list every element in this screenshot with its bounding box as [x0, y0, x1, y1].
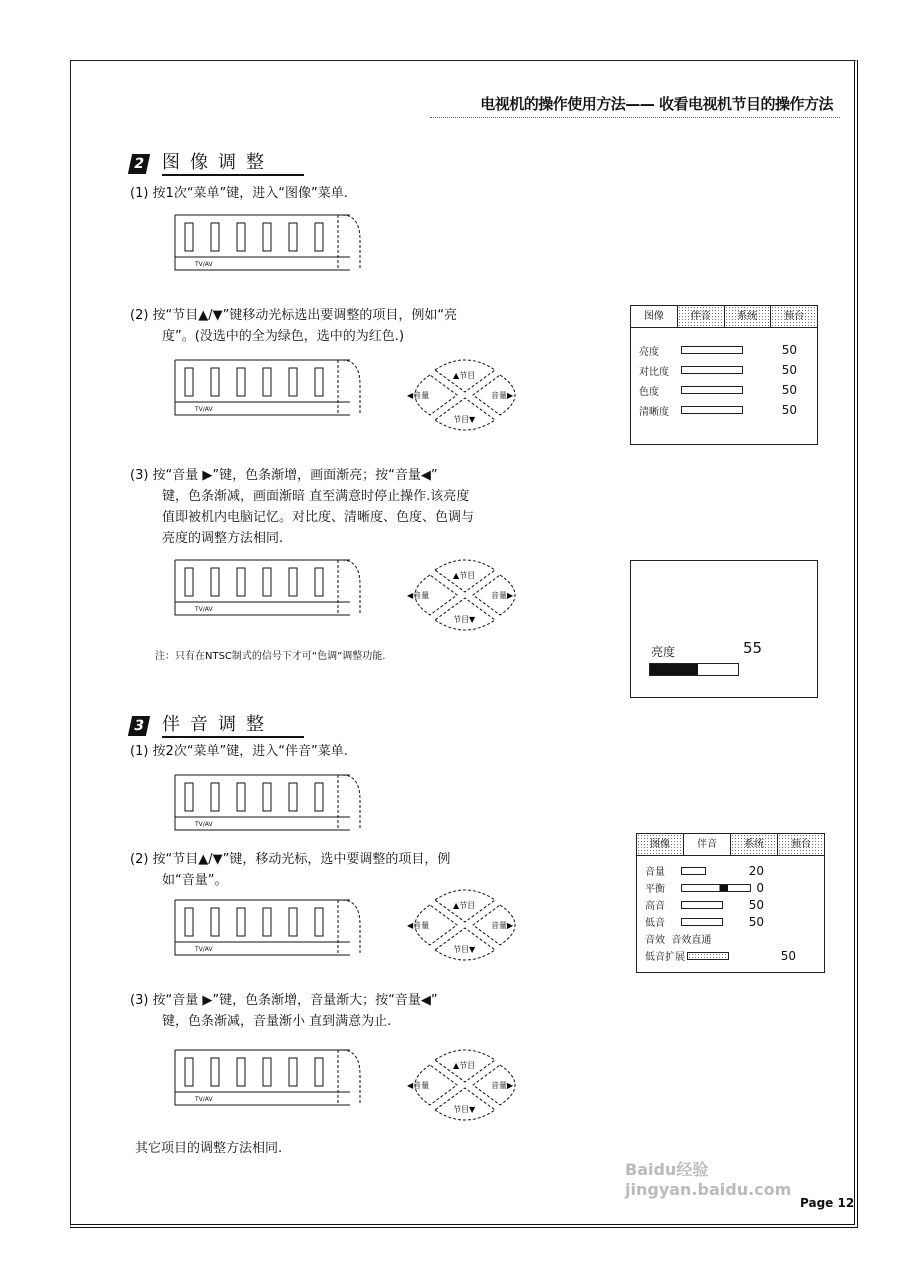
tv-panel-diagram — [170, 355, 360, 417]
osd-value: 55 — [743, 639, 763, 657]
remote-left-label: ◀音量 — [407, 1081, 430, 1090]
osd-value: 50 — [780, 948, 796, 963]
osd-item: 色度 50 — [639, 383, 797, 398]
remote-right-label: 音量▶ — [491, 1081, 514, 1090]
step-text: (1) 按2次“菜单”键，进入“伴音”菜单. — [130, 744, 348, 759]
note-text: 注：只有在NTSC制式的信号下才可“色调”调整功能. — [155, 651, 386, 662]
osd-item: 音量 20 — [645, 863, 764, 878]
step-text: 度”。(没选中的全为绿色，选中的为红色.) — [162, 329, 405, 344]
osd-item: 低音 50 — [645, 914, 764, 929]
tv-panel-diagram — [170, 555, 360, 617]
osd-label: 低音扩展 — [645, 952, 685, 963]
remote-left-label: ◀音量 — [407, 391, 430, 400]
osd-item: 亮度 50 — [639, 343, 797, 358]
tv-panel-diagram — [170, 1045, 360, 1107]
page-number: Page 12 — [800, 1196, 855, 1210]
remote-up-label: ▲节目 — [453, 901, 476, 910]
header-rule — [430, 117, 840, 118]
panel-label: TV/AV — [195, 606, 213, 613]
step-text: (3) 按“音量 ▶”键，色条渐增，音量渐大；按“音量◀” — [130, 993, 438, 1008]
remote-right-label: 音量▶ — [491, 591, 514, 600]
osd-item: 清晰度 50 — [639, 403, 797, 418]
remote-right-label: 音量▶ — [491, 921, 514, 930]
remote-up-label: ▲节目 — [453, 371, 476, 380]
tv-panel-diagram — [170, 770, 360, 832]
brightness-bar — [649, 663, 739, 676]
remote-right-label: 音量▶ — [491, 391, 514, 400]
remote-left-label: ◀音量 — [407, 921, 430, 930]
remote-keypad-diagram — [395, 1040, 535, 1134]
osd-tab: 预台 — [778, 834, 824, 855]
step-text: (1) 按1次“菜单”键，进入“图像”菜单. — [130, 186, 348, 201]
baidu-watermark: Baidu经验 jingyan.baidu.com — [625, 1160, 792, 1199]
section-title: 伴音调整 — [162, 710, 304, 738]
osd-tab: 图像 — [637, 834, 684, 855]
remote-down-label: 节目▼ — [453, 415, 476, 424]
step-text: (3) 按“音量 ▶”键，色条渐增，画面渐亮；按“音量◀” — [130, 468, 438, 483]
panel-label: TV/AV — [195, 946, 213, 953]
remote-keypad-diagram — [395, 550, 535, 644]
panel-label: TV/AV — [195, 1096, 213, 1103]
tv-panel-diagram — [170, 895, 360, 957]
section-heading-sound — [130, 710, 304, 738]
section-heading-picture — [130, 148, 304, 176]
osd-label: 亮度 — [651, 645, 676, 659]
osd-picture-menu — [630, 305, 818, 445]
osd-tab: 伴音 — [678, 306, 725, 327]
panel-label: TV/AV — [195, 261, 213, 268]
remote-up-label: ▲节目 — [453, 571, 476, 580]
osd-brightness-bar — [630, 560, 818, 698]
panel-label: TV/AV — [195, 821, 213, 828]
remote-left-label: ◀音量 — [407, 591, 430, 600]
closing-text: 其它项目的调整方法相同. — [135, 1141, 283, 1156]
section-number: 2 — [128, 154, 150, 174]
section-title: 图像调整 — [162, 148, 304, 176]
remote-keypad-diagram — [395, 880, 535, 974]
step-text: 键，色条渐减，音量渐小 直到满意为止. — [162, 1014, 392, 1029]
remote-keypad-diagram — [395, 350, 535, 444]
osd-tab: 系统 — [731, 834, 778, 855]
panel-label: TV/AV — [195, 406, 213, 413]
osd-tab: 预台 — [771, 306, 817, 327]
page-header: 电视机的操作使用方法—— 收看电视机节目的操作方法 — [480, 95, 833, 113]
step-text: (2) 按“节目▲/▼”键移动光标选出要调整的项目，例如“亮 — [130, 308, 458, 323]
osd-tab: 图像 — [631, 306, 678, 327]
remote-down-label: 节目▼ — [453, 945, 476, 954]
osd-value: 音效直通 — [671, 935, 712, 946]
osd-tab: 系统 — [725, 306, 772, 327]
remote-down-label: 节目▼ — [453, 615, 476, 624]
osd-sound-menu — [636, 833, 825, 973]
step-text: 亮度的调整方法相同. — [162, 531, 284, 546]
step-text: (2) 按“节目▲/▼”键，移动光标，选中要调整的项目，例 — [130, 852, 451, 867]
osd-item: 对比度 50 — [639, 363, 797, 378]
step-text: 值即被机内电脑记忆。对比度、清晰度、色度、色调与 — [162, 510, 475, 525]
remote-up-label: ▲节目 — [453, 1061, 476, 1070]
section-number: 3 — [128, 716, 150, 736]
tv-panel-diagram — [170, 210, 360, 272]
osd-label: 音效 — [645, 935, 665, 946]
step-text: 键，色条渐减，画面渐暗 直至满意时停止操作.该亮度 — [162, 489, 470, 504]
osd-item: 平衡 0 — [645, 880, 764, 895]
osd-item: 高音 50 — [645, 897, 764, 912]
osd-tab: 伴音 — [684, 834, 731, 855]
remote-down-label: 节目▼ — [453, 1105, 476, 1114]
step-text: 如“音量”。 — [162, 873, 228, 888]
